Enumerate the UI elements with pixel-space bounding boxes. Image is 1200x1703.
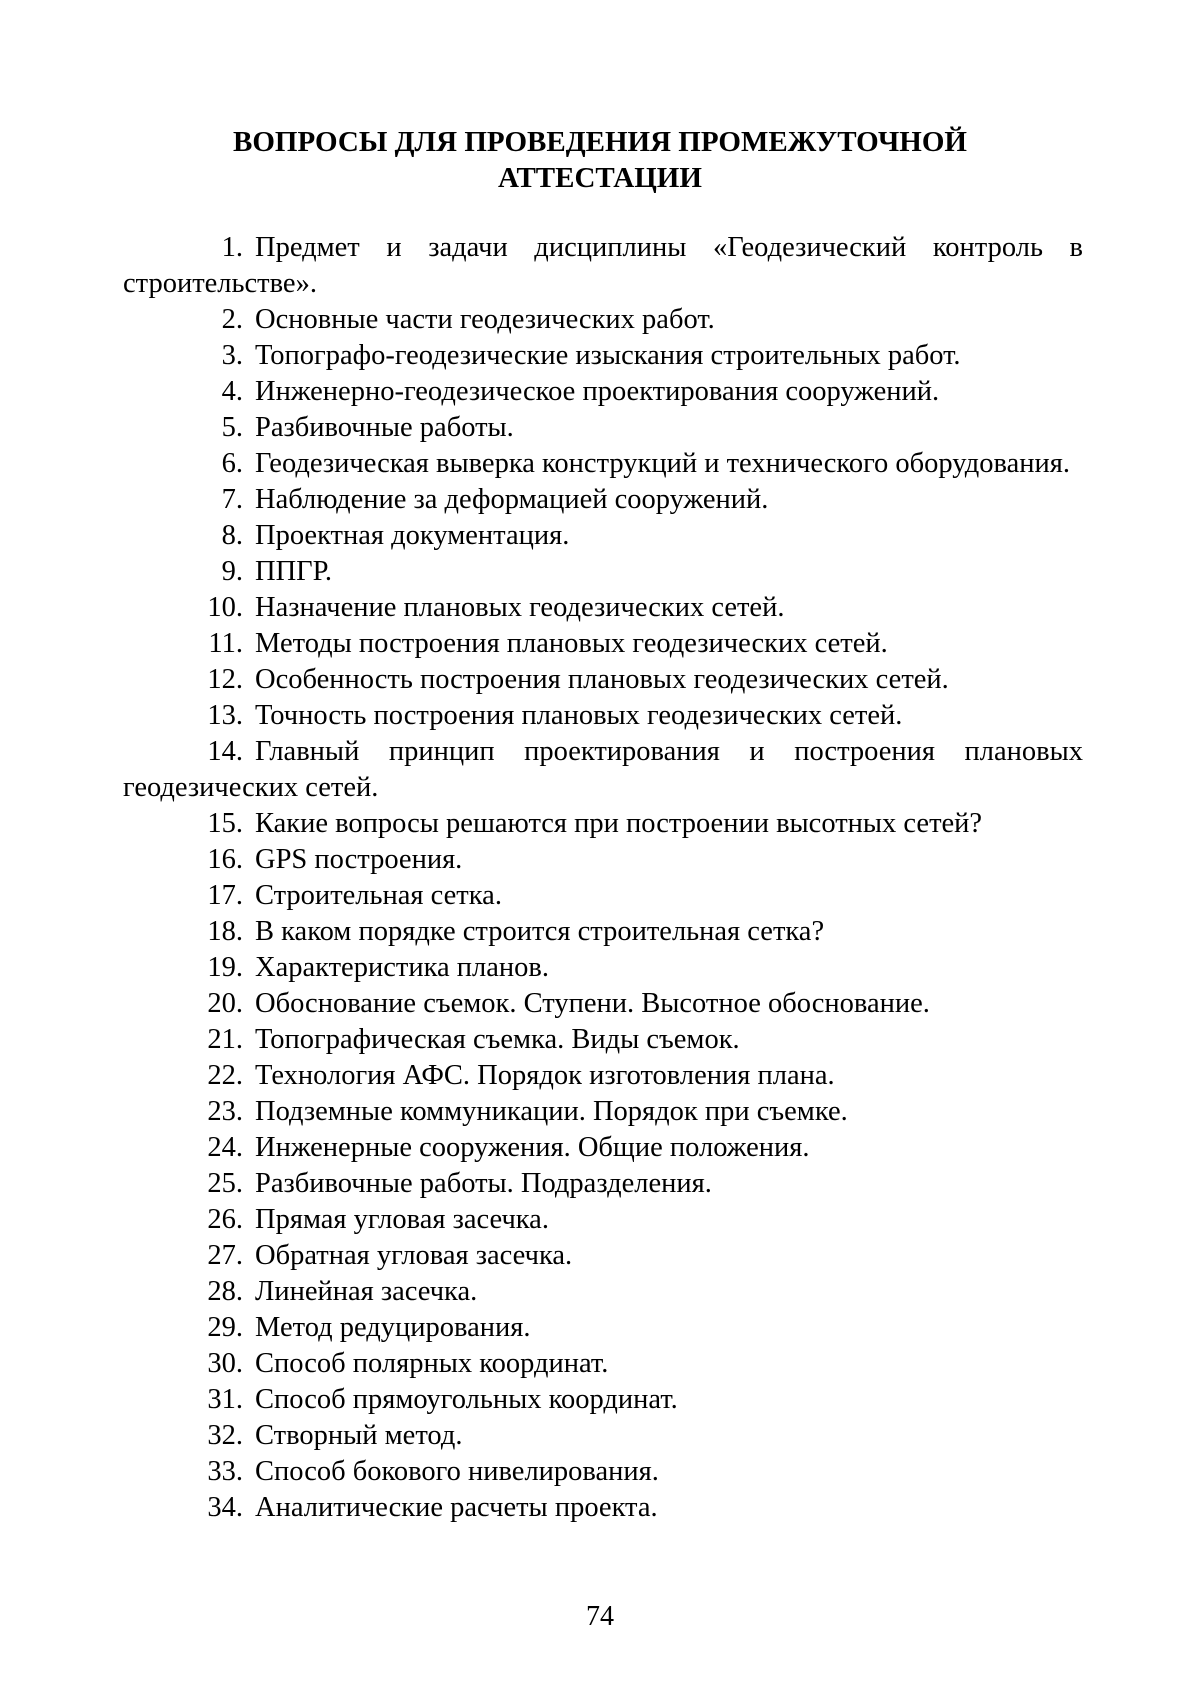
question-number: 26. — [186, 1202, 243, 1238]
question-number: 11. — [186, 626, 243, 662]
question-text: Способ прямоугольных координат. — [255, 1384, 678, 1415]
question-number: 34. — [186, 1490, 243, 1526]
question-text: Прямая угловая засечка. — [255, 1204, 549, 1235]
question-item — [123, 446, 1083, 482]
question-number: 2. — [186, 302, 243, 338]
document-page — [0, 0, 1200, 1703]
question-text: Геодезическая выверка конструкций и технического обору­дования. — [255, 448, 1070, 479]
question-text: Предмет и задачи дисциплины «Геодезический контроль в строительстве». — [123, 232, 1083, 299]
question-item — [123, 698, 1083, 734]
question-number: 6. — [186, 446, 243, 482]
question-text: Аналитические расчеты проекта. — [255, 1492, 658, 1523]
question-number: 29. — [186, 1310, 243, 1346]
question-number: 23. — [186, 1094, 243, 1130]
question-item — [123, 626, 1083, 662]
question-number: 9. — [186, 554, 243, 590]
question-item — [123, 230, 1083, 302]
question-item — [123, 1166, 1083, 1202]
question-item — [123, 1490, 1083, 1526]
question-item — [123, 482, 1083, 518]
question-text: Проектная документация. — [255, 520, 569, 551]
question-item — [123, 1310, 1083, 1346]
page-number: 74 — [0, 1600, 1200, 1634]
question-number: 28. — [186, 1274, 243, 1310]
question-number: 12. — [186, 662, 243, 698]
question-number: 33. — [186, 1454, 243, 1490]
question-text: Какие вопросы решаются при построении высотных сетей? — [255, 808, 982, 839]
question-text: Топографо-геодезические изыскания строительных работ. — [255, 340, 961, 371]
page-title — [0, 124, 1200, 196]
question-number: 1. — [186, 230, 243, 266]
question-item — [123, 842, 1083, 878]
question-item — [123, 914, 1083, 950]
question-text: Топографическая съемка. Виды съемок. — [255, 1024, 740, 1055]
title-line-1: ВОПРОСЫ ДЛЯ ПРОВЕДЕНИЯ ПРОМЕЖУТОЧНОЙ — [0, 124, 1200, 160]
question-text: Технология АФС. Порядок изготовления плана. — [255, 1060, 835, 1091]
question-number: 7. — [186, 482, 243, 518]
question-text: Главный принцип проектирования и построения плановых геодезических сетей. — [123, 736, 1083, 803]
question-number: 27. — [186, 1238, 243, 1274]
question-item — [123, 986, 1083, 1022]
question-item — [123, 1130, 1083, 1166]
question-text: Инженерно-геодезическое проектирования сооружений. — [255, 376, 939, 407]
question-text: Наблюдение за деформацией сооружений. — [255, 484, 768, 515]
question-item — [123, 1238, 1083, 1274]
question-item — [123, 1382, 1083, 1418]
question-number: 18. — [186, 914, 243, 950]
question-number: 21. — [186, 1022, 243, 1058]
question-text: Обратная угловая засечка. — [255, 1240, 572, 1271]
question-item — [123, 662, 1083, 698]
question-item — [123, 1346, 1083, 1382]
question-text: Особенность построения плановых геодезических сетей. — [255, 664, 949, 695]
question-item — [123, 806, 1083, 842]
question-text: Метод редуцирования. — [255, 1312, 531, 1343]
question-text: Характеристика планов. — [255, 952, 549, 983]
question-item — [123, 338, 1083, 374]
title-line-2: АТТЕСТАЦИИ — [0, 160, 1200, 196]
question-number: 16. — [186, 842, 243, 878]
question-item — [123, 1418, 1083, 1454]
question-number: 13. — [186, 698, 243, 734]
question-item — [123, 734, 1083, 806]
question-item — [123, 1454, 1083, 1490]
question-item — [123, 1094, 1083, 1130]
question-item — [123, 590, 1083, 626]
question-text: Способ бокового нивелирования. — [255, 1456, 659, 1487]
question-number: 31. — [186, 1382, 243, 1418]
question-text: Створный метод. — [255, 1420, 462, 1451]
question-text: Способ полярных координат. — [255, 1348, 608, 1379]
question-number: 25. — [186, 1166, 243, 1202]
question-item — [123, 878, 1083, 914]
question-number: 22. — [186, 1058, 243, 1094]
question-number: 4. — [186, 374, 243, 410]
question-item — [123, 1274, 1083, 1310]
question-text: Обоснование съемок. Ступени. Высотное обоснование. — [255, 988, 930, 1019]
question-number: 5. — [186, 410, 243, 446]
question-number: 24. — [186, 1130, 243, 1166]
question-item — [123, 1202, 1083, 1238]
question-number: 32. — [186, 1418, 243, 1454]
question-item — [123, 374, 1083, 410]
question-item — [123, 554, 1083, 590]
question-text: Инженерные сооружения. Общие положения. — [255, 1132, 810, 1163]
question-text: Разбивочные работы. — [255, 412, 514, 443]
question-item — [123, 1022, 1083, 1058]
question-item — [123, 302, 1083, 338]
question-text: Назначение плановых геодезических сетей. — [255, 592, 784, 623]
question-list — [123, 230, 1083, 1526]
question-text: В каком порядке строится строительная сетка? — [255, 916, 824, 947]
question-item — [123, 950, 1083, 986]
question-text: Линейная засечка. — [255, 1276, 477, 1307]
question-text: ППГР. — [255, 556, 332, 587]
question-text: Строительная сетка. — [255, 880, 502, 911]
question-text: Разбивочные работы. Подразделения. — [255, 1168, 712, 1199]
question-text: GPS построения. — [255, 844, 462, 875]
question-text: Методы построения плановых геодезических сетей. — [255, 628, 888, 659]
question-number: 19. — [186, 950, 243, 986]
question-item — [123, 410, 1083, 446]
question-number: 3. — [186, 338, 243, 374]
question-text: Основные части геодезических работ. — [255, 304, 715, 335]
question-text: Точность построения плановых геодезических сетей. — [255, 700, 902, 731]
question-number: 30. — [186, 1346, 243, 1382]
question-number: 15. — [186, 806, 243, 842]
question-number: 17. — [186, 878, 243, 914]
question-number: 8. — [186, 518, 243, 554]
question-number: 10. — [186, 590, 243, 626]
question-item — [123, 1058, 1083, 1094]
question-text: Подземные коммуникации. Порядок при съемке. — [255, 1096, 848, 1127]
question-number: 20. — [186, 986, 243, 1022]
question-number: 14. — [186, 734, 243, 770]
question-item — [123, 518, 1083, 554]
